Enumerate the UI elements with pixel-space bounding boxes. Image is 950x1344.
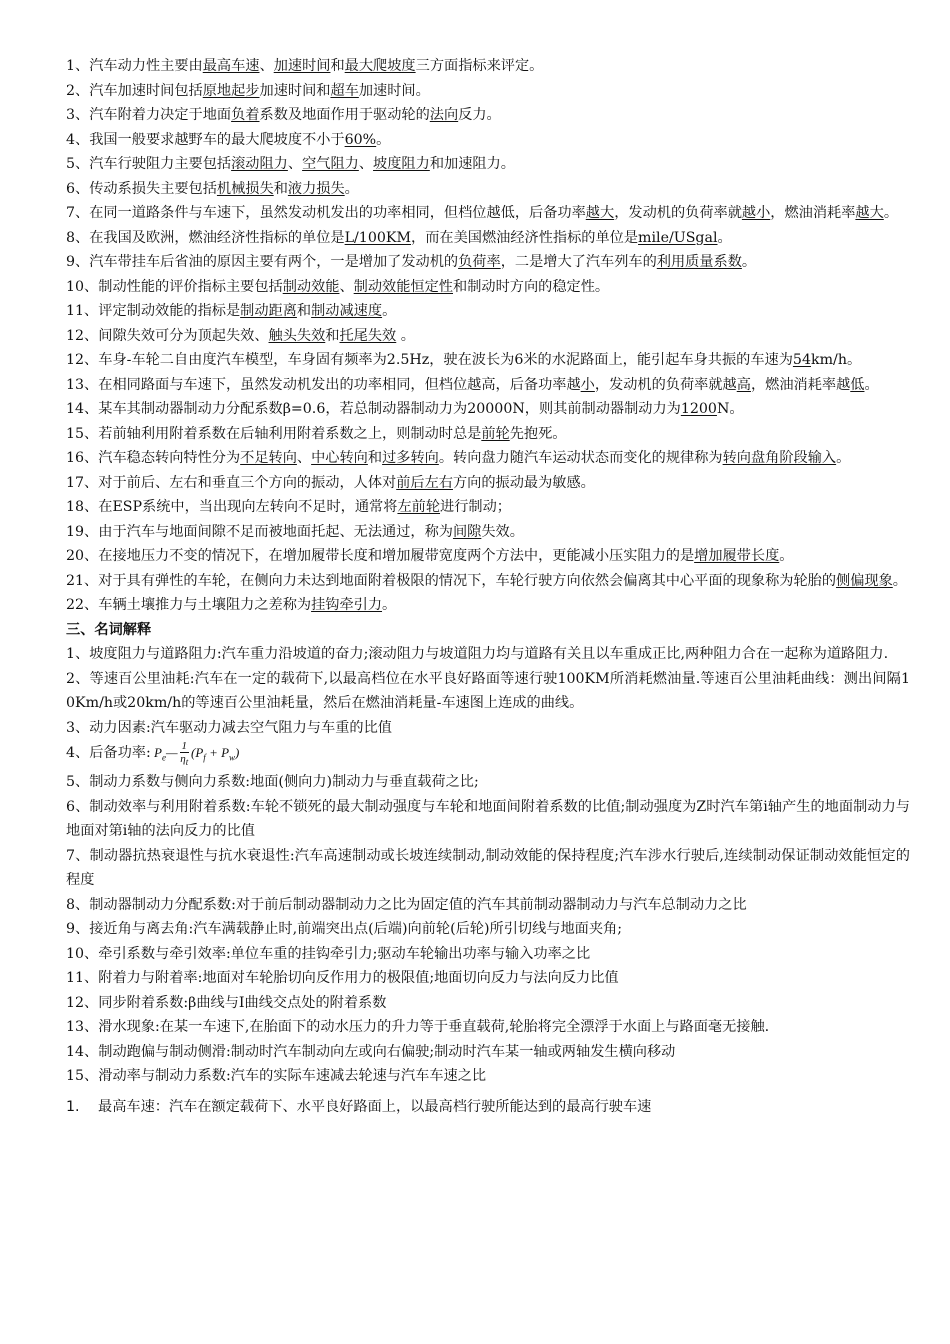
- item-number: 10、: [66, 945, 99, 962]
- answer-blank: 液力损失: [287, 180, 345, 197]
- section-heading: 三、名词解释: [66, 621, 152, 638]
- answer-blank: 高: [736, 376, 751, 393]
- answer-blank: 滚动阻力: [231, 156, 288, 172]
- formula-part: —: [165, 745, 178, 761]
- answer-blank: 过多转向: [382, 450, 439, 466]
- item-text: 系数及地面作用于驱动轮的: [259, 107, 430, 123]
- fill-item: [66, 348, 910, 373]
- item-text: 。: [741, 254, 757, 270]
- answer-blank: 制动效能恒定性: [353, 278, 453, 295]
- answer-blank: 前后左右: [396, 474, 453, 491]
- item-number: 9、: [66, 254, 90, 270]
- item-number: 14、: [66, 1043, 99, 1060]
- answer-blank: 越小: [741, 205, 771, 221]
- item-text: 。: [382, 303, 397, 319]
- item-text: 汽车带挂车后省油的原因主要有两个，一是增加了发动机的: [89, 254, 459, 270]
- term-text: 制动器抗热衰退性与抗水衰退性:汽车高速制动或长坡连续制动,制动效能的保持程度;汽车涉水行驶后,连续制动保证制动效能恒定的程度: [66, 847, 910, 889]
- term-item: [66, 942, 910, 967]
- item-number: 4、: [66, 131, 90, 148]
- item-number: 9、: [66, 921, 90, 938]
- item-number: 22、: [66, 597, 99, 613]
- item-text: 进行制动；: [440, 499, 511, 515]
- fill-item: [66, 79, 910, 104]
- item-text: 、: [358, 156, 374, 172]
- fill-in-answers: [66, 54, 910, 618]
- item-text: ，而在美国燃油经济性指标的单位是: [411, 229, 639, 246]
- formula-fraction: [180, 740, 190, 768]
- fill-item: [66, 226, 910, 251]
- item-number: 14、: [66, 401, 99, 417]
- item-text: 在接地压力不变的情况下，在增加履带长度和增加履带宽度两个方法中，更能减小压实阻力的是: [98, 548, 695, 564]
- fill-item: [66, 275, 910, 300]
- item-number: 13、: [66, 1019, 99, 1036]
- term-text: 制动跑偏与制动侧滑:制动时汽车制动向左或向右偏驶;制动时汽车某一轴或两轴发生横向移动: [98, 1043, 676, 1060]
- fill-item: [66, 373, 910, 398]
- answer-blank: 60%: [344, 131, 377, 148]
- item-text: 。: [883, 205, 899, 221]
- item-number: 4、: [66, 745, 90, 762]
- item-text: 车身-车轮二自由度汽车模型，车身固有频率为2.5Hz，驶在波长为6米的水泥路面上，能引起车身共振的车速为: [98, 352, 793, 368]
- answer-blank: 制动效能: [282, 278, 340, 295]
- answer-blank: 前轮: [481, 425, 510, 442]
- item-text: 、: [339, 278, 354, 295]
- item-text: 我国一般要求越野车的最大爬坡度不小于: [89, 131, 345, 148]
- term-item: [66, 893, 910, 918]
- fill-item: [66, 495, 910, 520]
- answer-blank: L/100KM: [344, 229, 412, 246]
- item-text: 。: [396, 327, 415, 344]
- item-number: 12、: [66, 327, 99, 344]
- item-number: 7、: [66, 205, 90, 221]
- item-number: 8、: [66, 229, 90, 246]
- term-text: 制动效率与利用附着系数:车轮不锁死的最大制动强度与车轮和地面间附着系数的比值;制动强度为Z时汽车第i轴产生的地面制动力与地面对第i轴的法向反力的比值: [66, 798, 910, 840]
- term-item: [66, 770, 910, 795]
- item-text: 和: [273, 180, 288, 197]
- answer-blank: 负着: [231, 107, 260, 123]
- item-text: 和: [367, 450, 383, 466]
- formula-part: t: [185, 757, 189, 768]
- fill-item: [66, 569, 910, 594]
- answer-blank: 1200: [680, 401, 717, 417]
- fill-item: [66, 177, 910, 202]
- answer-blank: 左前轮: [397, 499, 441, 515]
- item-text: 某车其制动器制动力分配系数β=0.6，若总制动器制动力为20000N，则其前制动器制动力为: [98, 401, 681, 417]
- item-number: 1、: [66, 646, 90, 662]
- item-text: 。: [892, 572, 907, 589]
- fill-item: [66, 471, 910, 496]
- item-text: 加速时间和: [259, 82, 331, 99]
- term-text: 牵引系数与牵引效率:单位车重的挂钩牵引力;驱动车轮输出功率与输入功率之比: [98, 945, 591, 962]
- item-number: 2、: [66, 82, 90, 99]
- item-text: 若前轴利用附着系数在后轴利用附着系数之上，则制动时总是: [98, 425, 482, 442]
- term-text: 同步附着系数:β曲线与I曲线交点处的附着系数: [98, 994, 387, 1011]
- term-item: [66, 740, 910, 770]
- item-number: 2、: [66, 670, 90, 687]
- term-item: [66, 716, 910, 741]
- item-text: ，燃油消耗率: [770, 205, 856, 221]
- fill-item: [66, 397, 910, 422]
- item-text: 和: [330, 58, 345, 74]
- item-number: 16、: [66, 450, 99, 466]
- term-item: [66, 1064, 910, 1089]
- item-number: 18、: [66, 499, 99, 515]
- answer-blank: 原地起步: [202, 82, 260, 99]
- answer-blank: 越大: [585, 205, 615, 221]
- item-text: ，二是增大了汽车列车的: [500, 254, 657, 270]
- item-number: 15、: [66, 425, 99, 442]
- answer-blank: 负荷率: [458, 254, 501, 270]
- item-number: 8、: [66, 896, 90, 913]
- item-text: 汽车动力性主要由: [89, 58, 203, 74]
- term-text: 附着力与附着率:地面对车轮胎切向反作用力的极限值;地面切向反力与法向反力比值: [98, 970, 619, 987]
- item-text: 。转向盘力随汽车运动状态而变化的规律称为: [438, 450, 723, 466]
- term-item: [66, 991, 910, 1016]
- fill-item: [66, 422, 910, 447]
- term-item: [66, 966, 910, 991]
- fill-item: [66, 152, 910, 177]
- term-text: 滑水现象:在某一车速下,在胎面下的动水压力的升力等于垂直载荷,轮胎将完全漂浮于水面上与路面毫无接触.: [98, 1019, 770, 1036]
- item-text: 失效。: [481, 523, 524, 540]
- item-text: 传动系损失主要包括: [89, 180, 217, 197]
- item-number: 11、: [66, 970, 99, 987]
- item-number: 1、: [66, 58, 90, 74]
- answer-blank: 最高车速: [202, 58, 260, 74]
- fill-item: [66, 446, 910, 471]
- item-number: 12、: [66, 994, 99, 1011]
- answer-blank: 法向: [429, 107, 459, 123]
- item-text: km/h。: [810, 352, 862, 368]
- item-text: 加速时间。: [358, 82, 430, 99]
- term-definitions: [66, 642, 910, 1089]
- item-text: 和制动时方向的稳定性。: [453, 278, 610, 295]
- fill-item: [66, 128, 910, 153]
- item-text: 和加速阻力。: [429, 156, 515, 172]
- answer-blank: 越大: [855, 205, 884, 221]
- answer-blank: 利用质量系数: [656, 254, 742, 270]
- final-number: 1.: [66, 1098, 80, 1115]
- term-text: 制动器制动力分配系数:对于前后制动器制动力之比为固定值的汽车其前制动器制动力与汽车总制动力之比: [89, 896, 747, 913]
- item-text: 汽车附着力决定于地面: [89, 107, 232, 123]
- fill-item: [66, 544, 910, 569]
- answer-blank: 转向盘角阶段输入: [722, 450, 837, 466]
- item-number: 17、: [66, 474, 99, 491]
- item-text: 在我国及欧洲，燃油经济性指标的单位是: [89, 229, 345, 246]
- item-text: ，燃油消耗率越: [750, 376, 851, 393]
- item-text: ，发动机的负荷率就越: [594, 376, 737, 393]
- formula-part: w: [229, 752, 236, 763]
- term-text: 坡度阻力与道路阻力:汽车重力沿坡道的奋力;滚动阻力与坡道阻力均与道路有关且以车重成正比,两种阻力合在一起称为道路阻力.: [89, 646, 889, 662]
- term-item: [66, 844, 910, 893]
- formula-denominator: [180, 753, 190, 768]
- item-text: 制动性能的评价指标主要包括: [98, 278, 283, 295]
- answer-blank: 中心转向: [311, 450, 368, 466]
- answer-blank: 制动减速度: [311, 303, 383, 319]
- item-text: 在相同路面与车速下，虽然发动机发出的功率相同，但档位越高，后备功率越: [98, 376, 581, 393]
- answer-blank: 最大爬坡度: [344, 58, 416, 74]
- item-text: 在ESP系统中，当出现向左转向不足时，通常将: [98, 499, 398, 515]
- formula-part: P: [154, 745, 162, 761]
- item-text: 和: [296, 303, 312, 319]
- answer-blank: 空气阻力: [302, 156, 359, 172]
- formula-part: f: [203, 752, 206, 763]
- answer-blank: 侧偏现象: [836, 572, 893, 589]
- formula-part: + P: [205, 745, 230, 761]
- term-text: 等速百公里油耗:汽车在一定的载荷下,以最高档位在水平良好路面等速行驶100KM所消耗燃油量.等速百公里油耗曲线：测出间隔10Km/h或20km/h的等速百公里油耗量，然后在燃油消耗量-车速图上连成的曲线。: [66, 670, 910, 711]
- item-text: 。: [376, 131, 391, 148]
- item-text: 、: [287, 156, 303, 172]
- term-item: [66, 795, 910, 844]
- fill-item: [66, 54, 910, 79]
- item-text: 。: [864, 376, 879, 393]
- item-number: 12、: [66, 352, 99, 368]
- item-number: 11、: [66, 303, 99, 319]
- term-text: 接近角与离去角:汽车满载静止时,前端突出点(后端)向前轮(后轮)所引切线与地面夹角;: [89, 921, 622, 938]
- item-text: 汽车稳态转向特性分为: [98, 450, 241, 466]
- term-item: [66, 1015, 910, 1040]
- fill-item: [66, 324, 910, 349]
- item-number: 3、: [66, 719, 90, 736]
- formula-part: (P: [191, 745, 204, 761]
- answer-blank: 小: [580, 376, 595, 393]
- item-number: 21、: [66, 572, 99, 589]
- term-text: 后备功率:: [89, 745, 151, 762]
- item-text: 车辆土壤推力与土壤阻力之差称为: [98, 597, 312, 613]
- answer-blank: 触头失效: [268, 327, 326, 344]
- item-number: 5、: [66, 156, 90, 172]
- item-text: ，发动机的负荷率就: [614, 205, 742, 221]
- fill-item: [66, 201, 910, 226]
- item-number: 20、: [66, 548, 99, 564]
- item-text: 、: [259, 58, 274, 74]
- item-number: 3、: [66, 107, 90, 123]
- item-number: 5、: [66, 774, 90, 791]
- item-text: 。: [836, 450, 851, 466]
- item-text: 汽车加速时间包括: [89, 82, 203, 99]
- term-text: 制动力系数与侧向力系数:地面(侧向力)制动力与垂直载荷之比;: [89, 774, 479, 791]
- item-text: 。: [344, 180, 359, 197]
- item-text: 汽车行驶阻力主要包括: [89, 156, 232, 172]
- item-text: 、: [296, 450, 312, 466]
- item-text: 和: [325, 327, 340, 344]
- item-text: 在同一道路条件与车速下，虽然发动机发出的功率相同，但档位越低，后备功率: [89, 205, 586, 221]
- item-text: 反力。: [458, 107, 501, 123]
- term-item: [66, 642, 910, 667]
- answer-blank: 机械损失: [216, 180, 274, 197]
- reserve-power-formula: [151, 740, 240, 768]
- item-text: 。: [717, 229, 732, 246]
- item-number: 6、: [66, 180, 90, 197]
- item-number: 19、: [66, 523, 99, 540]
- fill-item: [66, 299, 910, 324]
- item-number: 10、: [66, 278, 99, 295]
- item-text: 对于具有弹性的车轮，在侧向力未达到地面附着极限的情况下，车轮行驶方向依然会偏离其中心平面的现象称为轮胎的: [98, 572, 837, 589]
- item-text: 对于前后、左右和垂直三个方向的振动，人体对: [98, 474, 397, 491]
- answer-blank: 间隙: [452, 523, 482, 540]
- answer-blank: 挂钩牵引力: [311, 597, 383, 613]
- item-text: 方向的振动最为敏感。: [452, 474, 595, 491]
- formula-part: ): [235, 745, 240, 761]
- item-number: 6、: [66, 798, 90, 815]
- fill-item: [66, 103, 910, 128]
- formula-part: η: [180, 753, 186, 765]
- answer-blank: 加速时间: [273, 58, 331, 74]
- item-number: 13、: [66, 376, 99, 393]
- term-text: 动力因素:汽车驱动力减去空气阻力与车重的比值: [89, 719, 392, 736]
- answer-blank: 超车: [330, 82, 359, 99]
- item-text: 三方面指标来评定。: [415, 58, 544, 74]
- fill-item: [66, 250, 910, 275]
- item-text: 间隙失效可分为顶起失效、: [98, 327, 269, 344]
- answer-blank: 增加履带长度: [694, 548, 780, 564]
- item-text: 先抱死。: [509, 425, 567, 442]
- item-text: 。: [779, 548, 794, 564]
- fill-item: [66, 593, 910, 618]
- formula-part: 1: [181, 740, 188, 752]
- answer-blank: mile/USgal: [638, 229, 718, 246]
- term-item: [66, 917, 910, 942]
- item-text: N。: [716, 401, 744, 417]
- item-text: 评定制动效能的指标是: [98, 303, 241, 319]
- final-text: 最高车速：汽车在额定载荷下、水平良好路面上，以最高档行驶所能达到的最高行驶车速: [98, 1098, 652, 1115]
- term-item: [66, 667, 910, 716]
- final-definition: [66, 1095, 910, 1120]
- term-item: [66, 1040, 910, 1065]
- item-text: 。: [382, 597, 397, 613]
- answer-blank: 不足转向: [240, 450, 297, 466]
- fill-item: [66, 520, 910, 545]
- item-text: 由于汽车与地面间隙不足而被地面托起、无法通过，称为: [98, 523, 453, 540]
- answer-blank: 坡度阻力: [373, 156, 430, 172]
- answer-blank: 54: [792, 352, 811, 368]
- term-text: 滑动率与制动力系数:汽车的实际车速减去轮速与汽车车速之比: [98, 1068, 487, 1085]
- answer-blank: 托尾失效: [339, 327, 397, 344]
- formula-part: e: [161, 752, 166, 763]
- item-number: 15、: [66, 1068, 99, 1085]
- answer-blank: 制动距离: [240, 303, 297, 319]
- answer-blank: 低: [850, 376, 865, 393]
- item-number: 7、: [66, 847, 90, 864]
